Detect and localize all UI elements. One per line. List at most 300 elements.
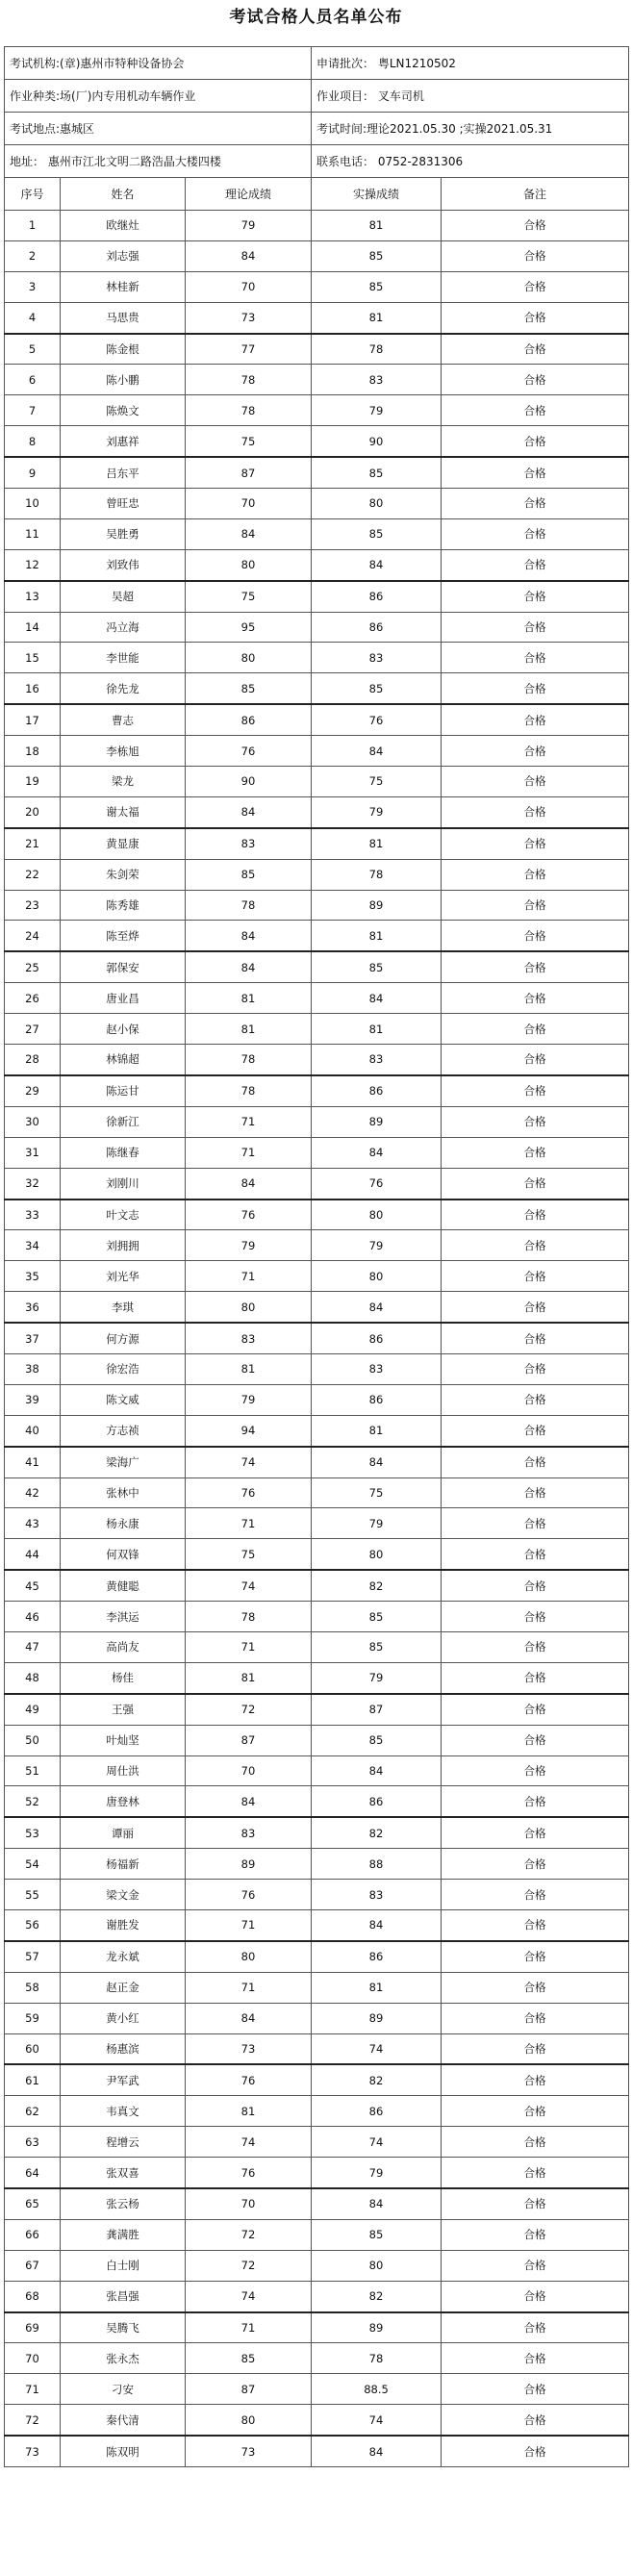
header-seq: 序号 bbox=[5, 178, 61, 211]
table-row bbox=[5, 673, 629, 704]
table-row bbox=[5, 1725, 629, 1755]
cell-remark: 合格 bbox=[442, 1786, 629, 1817]
table-row bbox=[5, 2343, 629, 2374]
cell-name: 黄健聪 bbox=[61, 1570, 186, 1601]
cell-seq: 23 bbox=[5, 890, 61, 921]
cell-practice: 85 bbox=[312, 1631, 442, 1662]
cell-name: 刘拥拥 bbox=[61, 1230, 186, 1261]
table-row bbox=[5, 736, 629, 767]
cell-seq: 14 bbox=[5, 612, 61, 643]
cell-theory: 78 bbox=[186, 1075, 312, 1106]
cell-practice: 79 bbox=[312, 1230, 442, 1261]
cell-practice: 74 bbox=[312, 2405, 442, 2436]
table-row bbox=[5, 1849, 629, 1880]
table-row bbox=[5, 365, 629, 395]
cell-name: 陈小鹏 bbox=[61, 365, 186, 395]
cell-practice: 85 bbox=[312, 1725, 442, 1755]
table-row bbox=[5, 271, 629, 302]
cell-name: 刘致伟 bbox=[61, 549, 186, 580]
cell-seq: 17 bbox=[5, 704, 61, 735]
cell-remark: 合格 bbox=[442, 704, 629, 735]
table-row bbox=[5, 2033, 629, 2064]
table-row bbox=[5, 1261, 629, 1292]
cell-theory: 70 bbox=[186, 271, 312, 302]
cell-theory: 71 bbox=[186, 1972, 312, 2003]
cell-remark: 合格 bbox=[442, 549, 629, 580]
cell-practice: 84 bbox=[312, 736, 442, 767]
cell-name: 吴超 bbox=[61, 581, 186, 612]
table-row bbox=[5, 1415, 629, 1446]
cell-seq: 32 bbox=[5, 1168, 61, 1199]
table-row bbox=[5, 1786, 629, 1817]
table-row bbox=[5, 796, 629, 827]
cell-theory: 72 bbox=[186, 1694, 312, 1725]
cell-practice: 82 bbox=[312, 1570, 442, 1601]
cell-practice: 86 bbox=[312, 581, 442, 612]
table-row bbox=[5, 1045, 629, 1075]
cell-seq: 31 bbox=[5, 1137, 61, 1168]
cell-name: 刘志强 bbox=[61, 240, 186, 271]
cell-practice: 86 bbox=[312, 1786, 442, 1817]
cell-remark: 合格 bbox=[442, 2250, 629, 2281]
cell-seq: 12 bbox=[5, 549, 61, 580]
cell-remark: 合格 bbox=[442, 921, 629, 951]
cell-theory: 77 bbox=[186, 334, 312, 365]
cell-seq: 38 bbox=[5, 1353, 61, 1384]
cell-practice: 79 bbox=[312, 1508, 442, 1539]
cell-remark: 合格 bbox=[442, 1662, 629, 1693]
cell-theory: 73 bbox=[186, 302, 312, 333]
cell-theory: 87 bbox=[186, 1725, 312, 1755]
cell-seq: 7 bbox=[5, 395, 61, 426]
cell-remark: 合格 bbox=[442, 1168, 629, 1199]
cell-remark: 合格 bbox=[442, 983, 629, 1014]
cell-theory: 71 bbox=[186, 1631, 312, 1662]
cell-seq: 49 bbox=[5, 1694, 61, 1725]
cell-practice: 83 bbox=[312, 1353, 442, 1384]
cell-theory: 78 bbox=[186, 365, 312, 395]
cell-seq: 1 bbox=[5, 211, 61, 241]
cell-practice: 76 bbox=[312, 704, 442, 735]
table-row bbox=[5, 334, 629, 365]
cell-practice: 79 bbox=[312, 796, 442, 827]
cell-name: 龙永斌 bbox=[61, 1941, 186, 1972]
cell-practice: 87 bbox=[312, 1694, 442, 1725]
cell-seq: 52 bbox=[5, 1786, 61, 1817]
cell-seq: 21 bbox=[5, 828, 61, 859]
cell-seq: 37 bbox=[5, 1323, 61, 1353]
info-row bbox=[5, 113, 629, 145]
cell-seq: 45 bbox=[5, 1570, 61, 1601]
cell-remark: 合格 bbox=[442, 1880, 629, 1910]
table-row bbox=[5, 1817, 629, 1848]
cell-practice: 80 bbox=[312, 1200, 442, 1230]
cell-theory: 81 bbox=[186, 1662, 312, 1693]
table-row bbox=[5, 1292, 629, 1323]
cell-practice: 85 bbox=[312, 518, 442, 549]
cell-practice: 85 bbox=[312, 1602, 442, 1632]
cell-name: 陈继春 bbox=[61, 1137, 186, 1168]
cell-theory: 90 bbox=[186, 767, 312, 797]
cell-remark: 合格 bbox=[442, 1323, 629, 1353]
cell-practice: 75 bbox=[312, 767, 442, 797]
cell-seq: 48 bbox=[5, 1662, 61, 1693]
cell-name: 王强 bbox=[61, 1694, 186, 1725]
cell-practice: 78 bbox=[312, 859, 442, 890]
cell-seq: 40 bbox=[5, 1415, 61, 1446]
cell-remark: 合格 bbox=[442, 1817, 629, 1848]
cell-remark: 合格 bbox=[442, 1261, 629, 1292]
cell-theory: 76 bbox=[186, 1880, 312, 1910]
table-row bbox=[5, 828, 629, 859]
cell-theory: 81 bbox=[186, 1353, 312, 1384]
cell-name: 欧继灶 bbox=[61, 211, 186, 241]
table-row bbox=[5, 1508, 629, 1539]
cell-seq: 50 bbox=[5, 1725, 61, 1755]
cell-seq: 34 bbox=[5, 1230, 61, 1261]
cell-seq: 42 bbox=[5, 1477, 61, 1508]
cell-theory: 73 bbox=[186, 2436, 312, 2466]
cell-name: 赵小保 bbox=[61, 1014, 186, 1045]
cell-name: 李淇运 bbox=[61, 1602, 186, 1632]
info-address: 地址： 惠州市江北文明二路浩晶大楼四楼 bbox=[5, 145, 312, 178]
cell-name: 梁龙 bbox=[61, 767, 186, 797]
cell-seq: 46 bbox=[5, 1602, 61, 1632]
cell-theory: 71 bbox=[186, 1137, 312, 1168]
cell-remark: 合格 bbox=[442, 612, 629, 643]
cell-seq: 64 bbox=[5, 2158, 61, 2188]
cell-theory: 84 bbox=[186, 951, 312, 982]
cell-theory: 76 bbox=[186, 1477, 312, 1508]
table-row bbox=[5, 1694, 629, 1725]
cell-practice: 85 bbox=[312, 457, 442, 488]
table-row bbox=[5, 1447, 629, 1477]
cell-name: 刁安 bbox=[61, 2374, 186, 2405]
table-row bbox=[5, 1972, 629, 2003]
cell-practice: 84 bbox=[312, 1292, 442, 1323]
header-theory: 理论成绩 bbox=[186, 178, 312, 211]
cell-name: 杨惠滨 bbox=[61, 2033, 186, 2064]
cell-seq: 53 bbox=[5, 1817, 61, 1848]
table-row bbox=[5, 1602, 629, 1632]
cell-remark: 合格 bbox=[442, 1725, 629, 1755]
table-row bbox=[5, 2281, 629, 2311]
cell-theory: 70 bbox=[186, 489, 312, 519]
cell-seq: 28 bbox=[5, 1045, 61, 1075]
table-row bbox=[5, 951, 629, 982]
cell-theory: 75 bbox=[186, 426, 312, 457]
cell-remark: 合格 bbox=[442, 1353, 629, 1384]
table-row bbox=[5, 1323, 629, 1353]
table-row bbox=[5, 426, 629, 457]
cell-name: 何双锋 bbox=[61, 1539, 186, 1570]
cell-seq: 71 bbox=[5, 2374, 61, 2405]
table-row bbox=[5, 921, 629, 951]
cell-practice: 81 bbox=[312, 921, 442, 951]
cell-remark: 合格 bbox=[442, 211, 629, 241]
cell-seq: 57 bbox=[5, 1941, 61, 1972]
cell-name: 刘刚川 bbox=[61, 1168, 186, 1199]
cell-practice: 81 bbox=[312, 1415, 442, 1446]
cell-name: 张永杰 bbox=[61, 2343, 186, 2374]
table-row bbox=[5, 2064, 629, 2095]
cell-remark: 合格 bbox=[442, 1230, 629, 1261]
cell-practice: 80 bbox=[312, 489, 442, 519]
cell-name: 陈秀雄 bbox=[61, 890, 186, 921]
cell-name: 李栋旭 bbox=[61, 736, 186, 767]
cell-theory: 79 bbox=[186, 1384, 312, 1415]
info-job-item: 作业项目： 叉车司机 bbox=[312, 80, 629, 113]
table-row bbox=[5, 890, 629, 921]
cell-practice: 86 bbox=[312, 1075, 442, 1106]
cell-practice: 85 bbox=[312, 2219, 442, 2250]
cell-seq: 70 bbox=[5, 2343, 61, 2374]
cell-practice: 81 bbox=[312, 828, 442, 859]
cell-name: 谢胜发 bbox=[61, 1909, 186, 1940]
cell-remark: 合格 bbox=[442, 1602, 629, 1632]
cell-practice: 85 bbox=[312, 240, 442, 271]
cell-theory: 84 bbox=[186, 240, 312, 271]
cell-practice: 79 bbox=[312, 2158, 442, 2188]
cell-name: 赵正金 bbox=[61, 1972, 186, 2003]
info-org: 考试机构:(章)惠州市特种设备协会 bbox=[5, 47, 312, 80]
results-table bbox=[4, 46, 629, 2467]
cell-seq: 10 bbox=[5, 489, 61, 519]
cell-remark: 合格 bbox=[442, 643, 629, 673]
table-row bbox=[5, 2250, 629, 2281]
cell-name: 唐登林 bbox=[61, 1786, 186, 1817]
info-row bbox=[5, 47, 629, 80]
cell-name: 何方源 bbox=[61, 1323, 186, 1353]
cell-theory: 74 bbox=[186, 2281, 312, 2311]
table-row bbox=[5, 2312, 629, 2343]
table-row bbox=[5, 395, 629, 426]
cell-name: 张云杨 bbox=[61, 2188, 186, 2219]
table-row bbox=[5, 581, 629, 612]
cell-theory: 84 bbox=[186, 921, 312, 951]
cell-remark: 合格 bbox=[442, 457, 629, 488]
cell-theory: 84 bbox=[186, 796, 312, 827]
cell-practice: 89 bbox=[312, 890, 442, 921]
cell-name: 谭丽 bbox=[61, 1817, 186, 1848]
cell-practice: 89 bbox=[312, 1106, 442, 1137]
cell-practice: 84 bbox=[312, 1909, 442, 1940]
cell-practice: 83 bbox=[312, 365, 442, 395]
cell-name: 徐先龙 bbox=[61, 673, 186, 704]
cell-seq: 26 bbox=[5, 983, 61, 1014]
cell-practice: 84 bbox=[312, 549, 442, 580]
cell-practice: 82 bbox=[312, 1817, 442, 1848]
table-row bbox=[5, 2219, 629, 2250]
cell-practice: 86 bbox=[312, 2096, 442, 2127]
cell-name: 陈金根 bbox=[61, 334, 186, 365]
cell-seq: 29 bbox=[5, 1075, 61, 1106]
cell-remark: 合格 bbox=[442, 951, 629, 982]
cell-theory: 72 bbox=[186, 2250, 312, 2281]
cell-theory: 74 bbox=[186, 2127, 312, 2158]
header-name: 姓名 bbox=[61, 178, 186, 211]
cell-seq: 56 bbox=[5, 1909, 61, 1940]
info-location: 考试地点:惠城区 bbox=[5, 113, 312, 145]
cell-theory: 95 bbox=[186, 612, 312, 643]
cell-remark: 合格 bbox=[442, 1909, 629, 1940]
cell-name: 叶文志 bbox=[61, 1200, 186, 1230]
cell-name: 秦代清 bbox=[61, 2405, 186, 2436]
cell-name: 陈焕文 bbox=[61, 395, 186, 426]
cell-practice: 84 bbox=[312, 2436, 442, 2466]
table-row bbox=[5, 1106, 629, 1137]
cell-seq: 15 bbox=[5, 643, 61, 673]
cell-practice: 78 bbox=[312, 334, 442, 365]
cell-seq: 44 bbox=[5, 1539, 61, 1570]
cell-seq: 47 bbox=[5, 1631, 61, 1662]
cell-name: 李世能 bbox=[61, 643, 186, 673]
cell-name: 梁海广 bbox=[61, 1447, 186, 1477]
cell-theory: 84 bbox=[186, 1786, 312, 1817]
table-row bbox=[5, 1477, 629, 1508]
cell-practice: 78 bbox=[312, 2343, 442, 2374]
cell-name: 李琪 bbox=[61, 1292, 186, 1323]
table-row bbox=[5, 489, 629, 519]
cell-remark: 合格 bbox=[442, 1570, 629, 1601]
table-row bbox=[5, 1570, 629, 1601]
cell-seq: 58 bbox=[5, 1972, 61, 2003]
cell-practice: 83 bbox=[312, 643, 442, 673]
cell-seq: 33 bbox=[5, 1200, 61, 1230]
cell-theory: 83 bbox=[186, 1323, 312, 1353]
cell-remark: 合格 bbox=[442, 302, 629, 333]
cell-remark: 合格 bbox=[442, 1292, 629, 1323]
cell-name: 谢太福 bbox=[61, 796, 186, 827]
cell-name: 陈至烨 bbox=[61, 921, 186, 951]
table-row bbox=[5, 859, 629, 890]
cell-name: 徐新江 bbox=[61, 1106, 186, 1137]
cell-practice: 81 bbox=[312, 1972, 442, 2003]
cell-remark: 合格 bbox=[442, 1508, 629, 1539]
cell-seq: 51 bbox=[5, 1755, 61, 1786]
cell-remark: 合格 bbox=[442, 1106, 629, 1137]
cell-theory: 71 bbox=[186, 1261, 312, 1292]
cell-remark: 合格 bbox=[442, 1941, 629, 1972]
cell-remark: 合格 bbox=[442, 2033, 629, 2064]
cell-name: 唐业昌 bbox=[61, 983, 186, 1014]
cell-seq: 60 bbox=[5, 2033, 61, 2064]
cell-remark: 合格 bbox=[442, 1631, 629, 1662]
cell-theory: 78 bbox=[186, 395, 312, 426]
cell-practice: 76 bbox=[312, 1168, 442, 1199]
cell-practice: 86 bbox=[312, 1384, 442, 1415]
cell-theory: 87 bbox=[186, 2374, 312, 2405]
cell-name: 吕东平 bbox=[61, 457, 186, 488]
table-row bbox=[5, 2188, 629, 2219]
cell-name: 朱剑荣 bbox=[61, 859, 186, 890]
cell-seq: 68 bbox=[5, 2281, 61, 2311]
cell-practice: 84 bbox=[312, 1447, 442, 1477]
cell-theory: 87 bbox=[186, 457, 312, 488]
cell-name: 梁文金 bbox=[61, 1880, 186, 1910]
cell-name: 黄显康 bbox=[61, 828, 186, 859]
cell-theory: 80 bbox=[186, 1941, 312, 1972]
cell-remark: 合格 bbox=[442, 2436, 629, 2466]
cell-remark: 合格 bbox=[442, 2127, 629, 2158]
cell-practice: 80 bbox=[312, 1261, 442, 1292]
cell-practice: 82 bbox=[312, 2064, 442, 2095]
cell-practice: 79 bbox=[312, 395, 442, 426]
table-row bbox=[5, 643, 629, 673]
cell-practice: 88 bbox=[312, 1849, 442, 1880]
cell-seq: 8 bbox=[5, 426, 61, 457]
cell-theory: 71 bbox=[186, 1106, 312, 1137]
cell-practice: 74 bbox=[312, 2127, 442, 2158]
cell-name: 郭保安 bbox=[61, 951, 186, 982]
table-row bbox=[5, 1755, 629, 1786]
cell-practice: 83 bbox=[312, 1880, 442, 1910]
cell-seq: 61 bbox=[5, 2064, 61, 2095]
cell-theory: 84 bbox=[186, 1168, 312, 1199]
cell-name: 张林中 bbox=[61, 1477, 186, 1508]
cell-seq: 65 bbox=[5, 2188, 61, 2219]
cell-theory: 78 bbox=[186, 1045, 312, 1075]
cell-remark: 合格 bbox=[442, 1045, 629, 1075]
cell-seq: 36 bbox=[5, 1292, 61, 1323]
cell-remark: 合格 bbox=[442, 1200, 629, 1230]
cell-name: 刘光华 bbox=[61, 1261, 186, 1292]
cell-theory: 79 bbox=[186, 1230, 312, 1261]
cell-remark: 合格 bbox=[442, 2003, 629, 2033]
cell-remark: 合格 bbox=[442, 828, 629, 859]
cell-seq: 62 bbox=[5, 2096, 61, 2127]
cell-remark: 合格 bbox=[442, 1755, 629, 1786]
page-title: 考试合格人员名单公布 bbox=[229, 8, 403, 27]
cell-name: 陈运甘 bbox=[61, 1075, 186, 1106]
cell-theory: 79 bbox=[186, 211, 312, 241]
cell-seq: 66 bbox=[5, 2219, 61, 2250]
cell-name: 叶灿坚 bbox=[61, 1725, 186, 1755]
cell-name: 程增云 bbox=[61, 2127, 186, 2158]
cell-name: 吴腾飞 bbox=[61, 2312, 186, 2343]
cell-name: 白士刚 bbox=[61, 2250, 186, 2281]
cell-seq: 30 bbox=[5, 1106, 61, 1137]
table-row bbox=[5, 1353, 629, 1384]
cell-remark: 合格 bbox=[442, 1075, 629, 1106]
table-row bbox=[5, 2374, 629, 2405]
cell-remark: 合格 bbox=[442, 240, 629, 271]
cell-theory: 71 bbox=[186, 1508, 312, 1539]
cell-remark: 合格 bbox=[442, 2188, 629, 2219]
cell-theory: 72 bbox=[186, 2219, 312, 2250]
cell-seq: 55 bbox=[5, 1880, 61, 1910]
cell-seq: 25 bbox=[5, 951, 61, 982]
table-row bbox=[5, 1539, 629, 1570]
cell-practice: 80 bbox=[312, 2250, 442, 2281]
cell-name: 高尚友 bbox=[61, 1631, 186, 1662]
cell-theory: 83 bbox=[186, 828, 312, 859]
cell-practice: 79 bbox=[312, 1662, 442, 1693]
cell-remark: 合格 bbox=[442, 673, 629, 704]
cell-remark: 合格 bbox=[442, 2219, 629, 2250]
cell-remark: 合格 bbox=[442, 890, 629, 921]
cell-theory: 74 bbox=[186, 1570, 312, 1601]
cell-remark: 合格 bbox=[442, 395, 629, 426]
cell-seq: 18 bbox=[5, 736, 61, 767]
cell-practice: 86 bbox=[312, 1323, 442, 1353]
cell-theory: 75 bbox=[186, 1539, 312, 1570]
cell-name: 方志祯 bbox=[61, 1415, 186, 1446]
table-row bbox=[5, 1200, 629, 1230]
cell-name: 杨佳 bbox=[61, 1662, 186, 1693]
cell-remark: 合格 bbox=[442, 2312, 629, 2343]
cell-theory: 80 bbox=[186, 2405, 312, 2436]
